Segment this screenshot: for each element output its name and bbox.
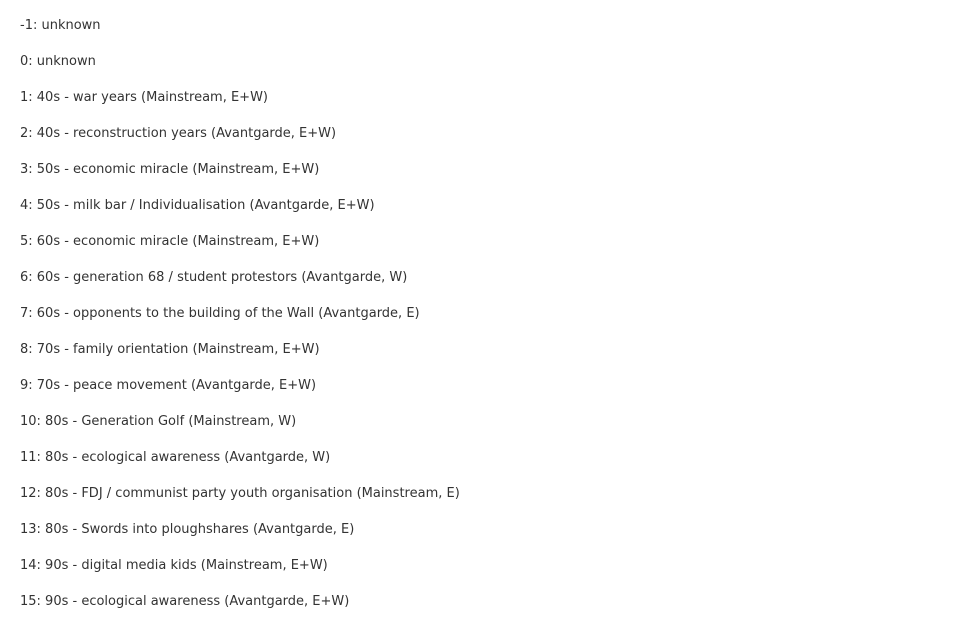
list-item: -1: unknown xyxy=(20,18,101,33)
list-item: 5: 60s - economic miracle (Mainstream, E+W) xyxy=(20,234,320,249)
list-item: 7: 60s - opponents to the building of the Wall (Avantgarde, E) xyxy=(20,306,420,321)
list-item: 3: 50s - economic miracle (Mainstream, E+W) xyxy=(20,162,320,177)
list-item: 14: 90s - digital media kids (Mainstream, E+W) xyxy=(20,558,328,573)
list-item: 13: 80s - Swords into ploughshares (Avantgarde, E) xyxy=(20,522,355,537)
list-item: 6: 60s - generation 68 / student protestors (Avantgarde, W) xyxy=(20,270,408,285)
list-item: 12: 80s - FDJ / communist party youth organisation (Mainstream, E) xyxy=(20,486,460,501)
category-list xyxy=(20,17,460,629)
list-item: 2: 40s - reconstruction years (Avantgarde, E+W) xyxy=(20,126,337,141)
list-item: 4: 50s - milk bar / Individualisation (Avantgarde, E+W) xyxy=(20,198,375,213)
list-item: 11: 80s - ecological awareness (Avantgarde, W) xyxy=(20,450,331,465)
list-item: 15: 90s - ecological awareness (Avantgarde, E+W) xyxy=(20,594,350,609)
list-item: 10: 80s - Generation Golf (Mainstream, W) xyxy=(20,414,297,429)
list-item: 0: unknown xyxy=(20,54,96,69)
list-item: 8: 70s - family orientation (Mainstream, E+W) xyxy=(20,342,320,357)
list-item: 1: 40s - war years (Mainstream, E+W) xyxy=(20,90,268,105)
list-item: 9: 70s - peace movement (Avantgarde, E+W) xyxy=(20,378,317,393)
